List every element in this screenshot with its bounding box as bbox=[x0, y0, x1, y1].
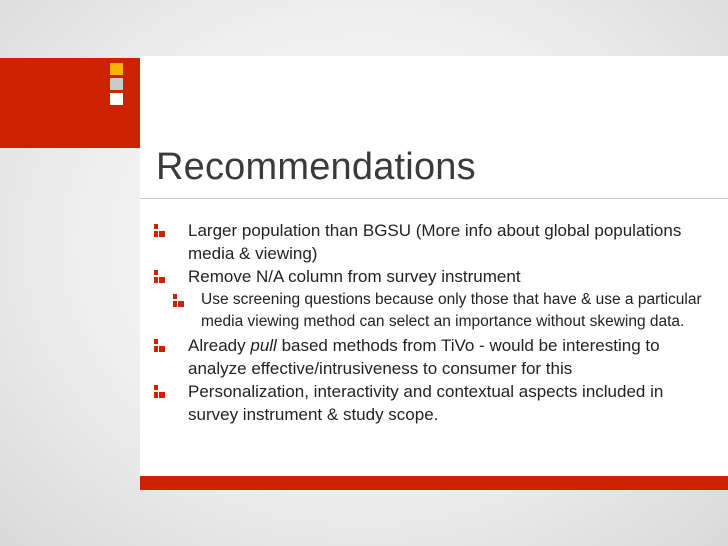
bullet-text: Use screening questions because only those that have & use a particular media viewing method can select an importance without skewing data. bbox=[201, 291, 702, 330]
list-item bbox=[188, 334, 708, 380]
bullet-icon bbox=[154, 385, 166, 398]
bullet-text: Personalization, interactivity and contextual aspects included in survey instrument & study scope. bbox=[188, 382, 664, 424]
title-divider bbox=[140, 198, 728, 199]
bullet-icon bbox=[154, 224, 166, 237]
slide-title: Recommendations bbox=[156, 146, 476, 188]
bullet-text: Already pull based methods from TiVo - would be interesting to analyze effective/intrusiveness to consumer for this bbox=[188, 336, 660, 378]
emphasis: pull bbox=[250, 336, 277, 355]
bullet-list bbox=[0, 219, 728, 426]
yellow-square bbox=[110, 63, 123, 75]
list-item bbox=[201, 289, 711, 333]
grey-square bbox=[110, 78, 123, 90]
decorative-squares bbox=[110, 63, 124, 108]
bullet-text: Larger population than BGSU (More info about global populations media & viewing) bbox=[188, 221, 682, 263]
bullet-icon bbox=[154, 270, 166, 283]
bullet-text: Remove N/A column from survey instrument bbox=[188, 267, 521, 286]
list-item bbox=[188, 265, 708, 288]
accent-bar-bottom bbox=[140, 476, 728, 490]
white-square bbox=[110, 93, 123, 105]
bullet-icon bbox=[173, 294, 185, 307]
list-item bbox=[188, 219, 708, 265]
bullet-icon bbox=[154, 339, 166, 352]
list-item bbox=[188, 380, 708, 426]
